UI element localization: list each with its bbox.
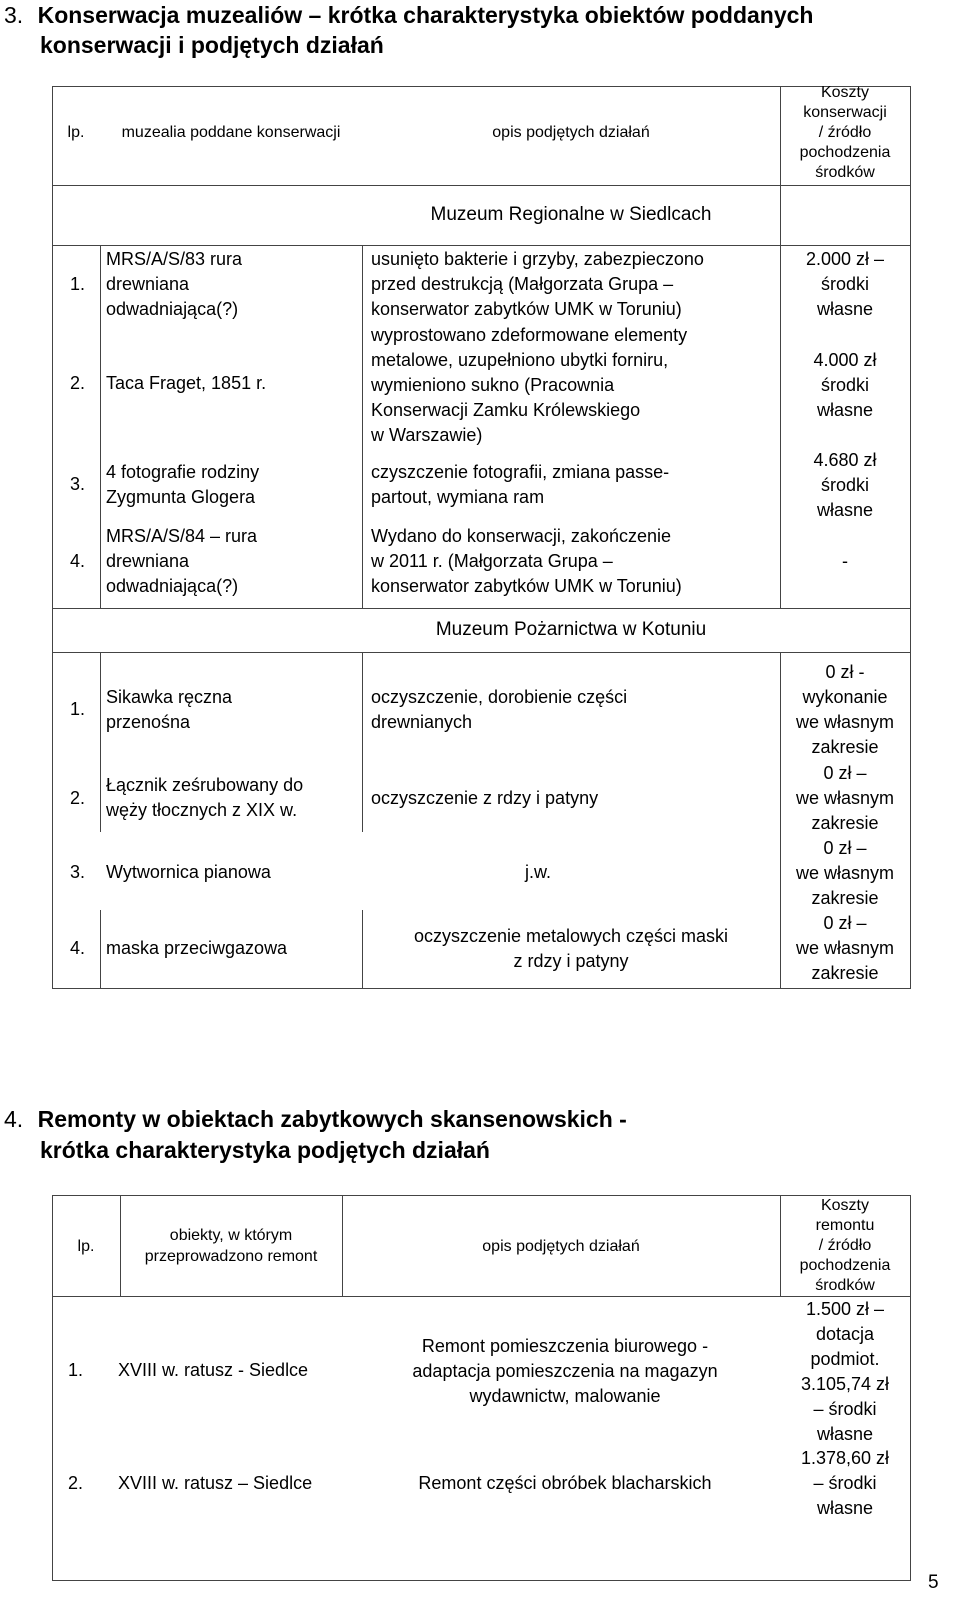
row-desc: czyszczenie fotografii, zmiana passe- partout, wymiana ram [371, 462, 670, 507]
group-title-firefighting-museum: Muzeum Pożarnictwa w Kotuniu [435, 619, 707, 640]
row-item: Taca Fraget, 1851 r. [106, 373, 267, 393]
row-lp: 1. [70, 699, 86, 719]
row-object: XVIII w. ratusz - Siedlce [118, 1360, 309, 1380]
row-object: XVIII w. ratusz – Siedlce [118, 1473, 313, 1493]
table1-header-desc: opis podjętych działań [492, 124, 650, 141]
row-cost: 4.680 zł środki własne [813, 450, 877, 520]
row-lp: 2. [68, 1473, 84, 1493]
row-lp: 3. [70, 862, 86, 882]
section-4-number: 4. [4, 1106, 24, 1132]
table2-header-objects: obiekty, w którym przeprowadzono remont [144, 1227, 318, 1265]
row-lp: 2. [70, 788, 86, 808]
row-item: 4 fotografie rodziny Zygmunta Glogera [106, 462, 260, 507]
row-desc: Wydano do konserwacji, zakończenie w 2011 r. (Małgorzata Grupa – konserwator zabytków UMK w Toruniu) [371, 526, 682, 596]
row-desc: Remont części obróbek blacharskich [418, 1473, 712, 1493]
row-lp: 4. [70, 551, 86, 571]
row-item: Sikawka ręczna przenośna [106, 687, 233, 732]
row-item: Łącznik ześrubowany do węży tłocznych z XIX w. [106, 775, 304, 820]
table2-header-cost: Koszty remontu / źródło pochodzenia środków [799, 1197, 891, 1294]
section-4-title-line1: Remonty w obiektach zabytkowych skansenowskich - [37, 1106, 627, 1132]
section-4-title-line2: krótka charakterystyka podjętych działań [40, 1137, 490, 1163]
row-cost: 0 zł – we własnym zakresie [795, 838, 895, 908]
table2-header-desc: opis podjętych działań [482, 1238, 640, 1255]
row-cost: 0 zł – we własnym zakresie [795, 913, 895, 983]
row-cost: 1.378,60 zł – środki własne [800, 1448, 890, 1518]
section-3-title-line1: Konserwacja muzealiów – krótka charakterystyka obiektów poddanych [37, 2, 814, 28]
row-cost: 1.500 zł – dotacja podmiot. 3.105,74 zł – środki własne [800, 1299, 890, 1444]
row-lp: 2. [70, 373, 86, 393]
row-desc: usunięto bakterie i grzyby, zabezpieczono przed destrukcją (Małgorzata Grupa – konserwator zabytków UMK w Toruniu) [371, 249, 704, 319]
row-item: MRS/A/S/84 – rura drewniana odwadniająca(?) [106, 526, 258, 596]
row-cost: 0 zł - wykonanie we własnym zakresie [795, 662, 895, 757]
row-item: Wytwornica pianowa [106, 862, 271, 882]
group-title-regional-museum: Muzeum Regionalne w Siedlcach [430, 204, 712, 225]
table2-header-lp: lp. [77, 1238, 95, 1255]
section-3-heading [4, 0, 954, 30]
row-lp: 4. [70, 938, 86, 958]
row-desc: oczyszczenie z rdzy i patyny [371, 788, 599, 808]
row-desc: j.w. [525, 862, 552, 882]
row-desc: oczyszczenie metalowych części maski z rdzy i patyny [413, 926, 729, 971]
row-item: maska przeciwgazowa [106, 938, 288, 958]
row-desc: wyprostowano zdeformowane elementy metalowe, uzupełniono ubytki forniru, wymieniono sukno (Pracownia Konserwacji Zamku Królewskiego w Warszawie) [371, 325, 688, 445]
row-desc: oczyszczenie, dorobienie części drewnianych [371, 687, 628, 732]
section-4-heading [4, 1104, 954, 1134]
row-item: MRS/A/S/83 rura drewniana odwadniająca(?) [106, 249, 243, 319]
row-cost: - [842, 551, 848, 571]
row-desc: Remont pomieszczenia biurowego - adaptacja pomieszczenia na magazyn wydawnictw, malowanie [412, 1336, 718, 1406]
table1-header-items: muzealia poddane konserwacji [121, 124, 341, 141]
row-lp: 1. [68, 1360, 84, 1380]
table1-header-cost: Koszty konserwacji / źródło pochodzenia środków [799, 84, 891, 181]
row-lp: 3. [70, 474, 86, 494]
section-3-number: 3. [4, 2, 24, 28]
row-cost: 0 zł – we własnym zakresie [795, 763, 895, 833]
section-3-title-line2: konserwacji i podjętych działań [40, 32, 384, 58]
row-cost: 4.000 zł środki własne [813, 350, 877, 420]
table1-header-lp: lp. [67, 124, 85, 141]
row-cost: 2.000 zł – środki własne [805, 249, 885, 319]
row-lp: 1. [70, 274, 86, 294]
page-number: 5 [928, 1572, 939, 1593]
